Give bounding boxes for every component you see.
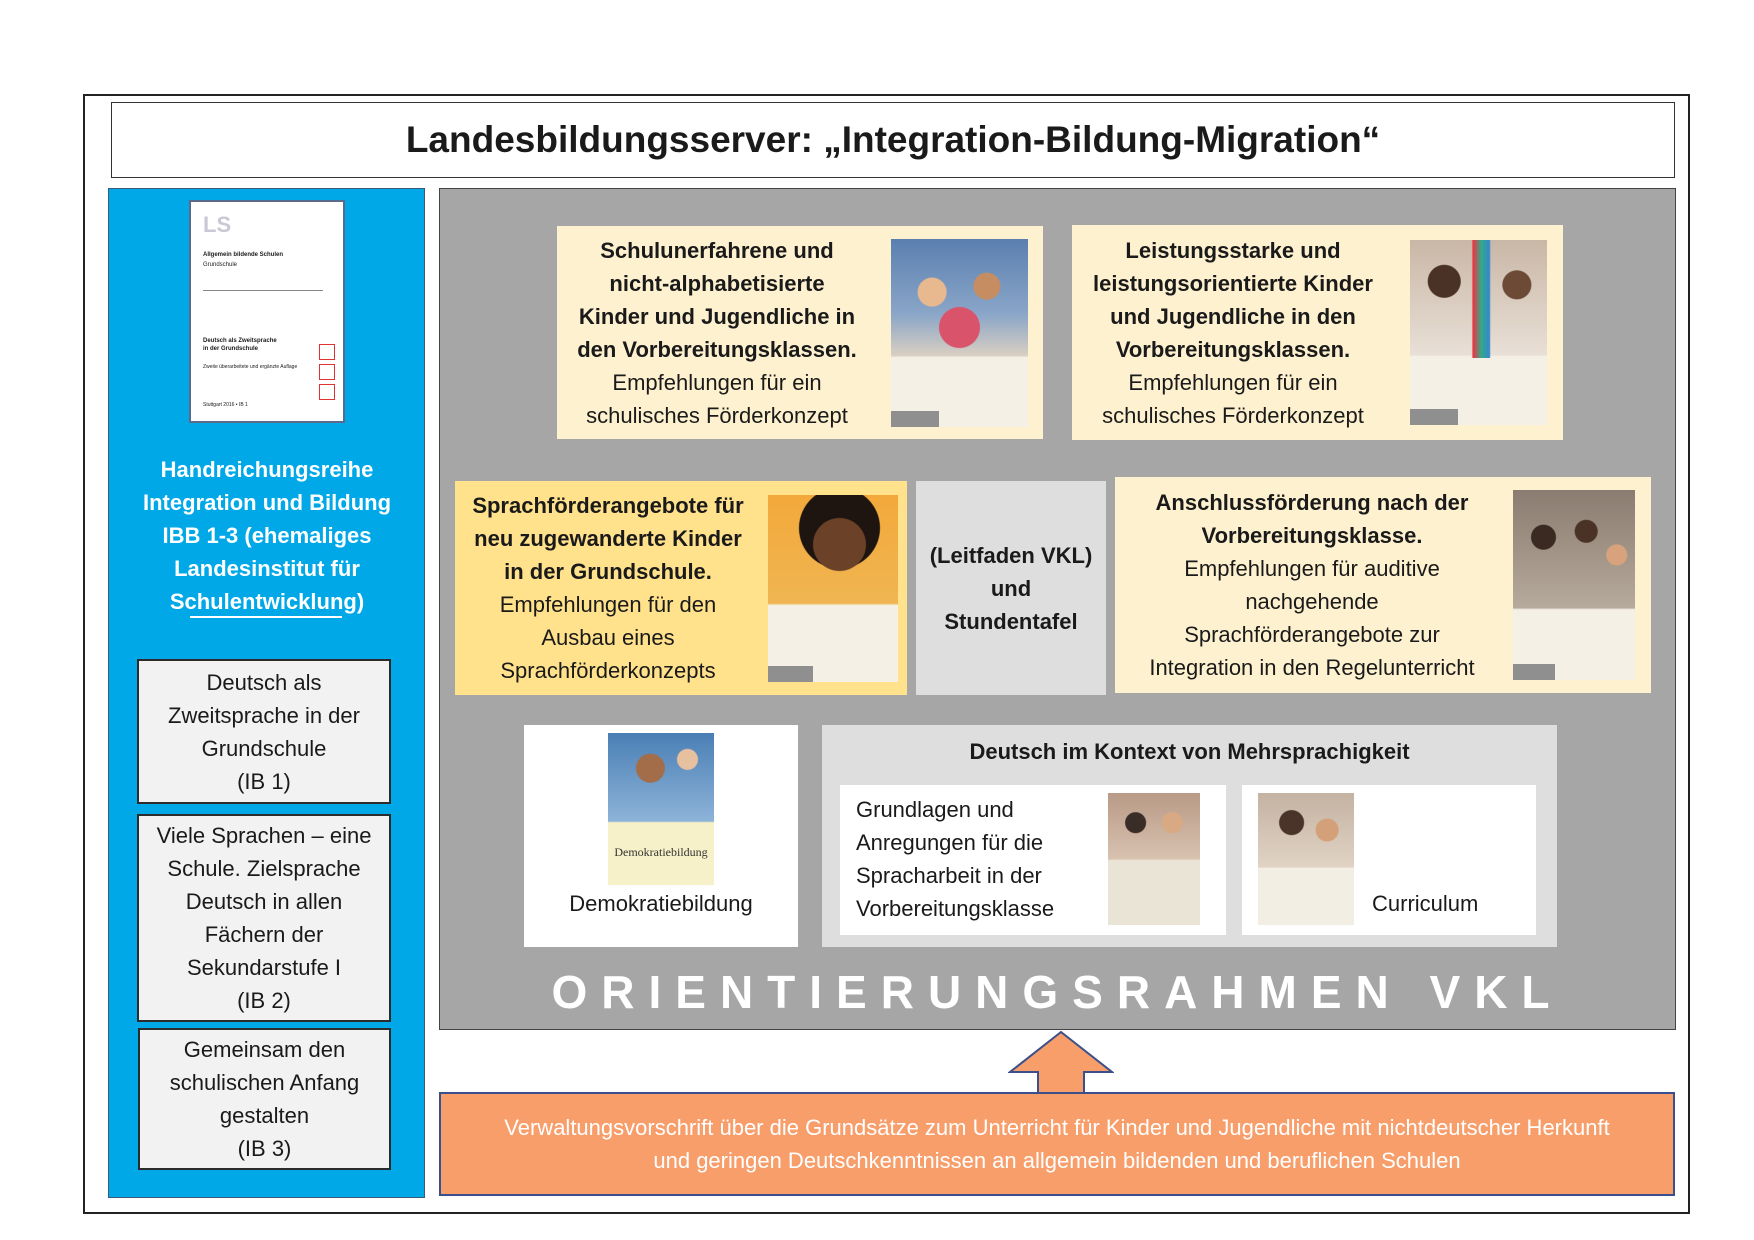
thumb-badge-icon <box>319 344 335 360</box>
child-photo-icon <box>768 495 898 605</box>
students-photo-icon <box>1258 793 1354 867</box>
lizenz-badge-icon <box>768 666 813 682</box>
card-leitfaden-vkl[interactable]: (Leitfaden VKL) und Stundentafel <box>916 481 1106 695</box>
sidebar-item-ib3[interactable]: Gemeinsam den schulischen Anfang gestalten (IB 3) <box>138 1028 391 1170</box>
ls-logo: LS <box>203 212 232 237</box>
thumb-rule <box>203 290 323 291</box>
thumb-title-a: Deutsch als Zweitsprache <box>203 338 277 344</box>
card-grundlagen[interactable]: Grundlagen und Anregungen für die Spracharbeit in der Vorbereitungsklasse <box>840 785 1226 935</box>
thumb-badge-icon <box>319 364 335 380</box>
verwaltungsvorschrift-box[interactable]: Verwaltungsvorschrift über die Grundsätze zum Unterricht für Kinder und Jugendliche mit nichtdeutscher Herkunft und geringen Deutschkenntnissen an allgemein bildenden und beruflichen Schulen <box>439 1092 1675 1196</box>
brochure-cover-image <box>1410 240 1547 425</box>
demokratiebildung-label: Demokratiebildung <box>569 891 753 916</box>
lizenz-badge-icon <box>891 411 939 427</box>
card-schulunerfahrene[interactable]: Schulunerfahrene und nicht-alphabetisierte Kinder und Jugendliche in den Vorbereitungsklassen. Empfehlungen für ein schulisches Förderkonzept <box>557 226 1043 439</box>
sidebar-item-ib2[interactable]: Viele Sprachen – eine Schule. Zielsprache Deutsch in allen Fächern der Sekundarstufe I (IB 2) <box>137 814 391 1022</box>
thumb-badge-icon <box>319 384 335 400</box>
thumb-line1: Allgemein bildende Schulen <box>203 252 284 258</box>
children-photo-icon <box>891 239 1028 357</box>
card-sprachfoerderangebote[interactable]: Sprachförderangebote für neu zugewanderte Kinder in der Grundschule. Empfehlungen für den Ausbau eines Sprachförderkonzepts <box>455 481 907 695</box>
girls-science-photo-icon <box>1410 240 1547 358</box>
sidebar-heading: Handreichungsreihe Integration und Bildung IBB 1-3 (ehemaliges Landesinstitut für Schulentwicklung) <box>125 453 409 618</box>
brochure-cover-image <box>1513 490 1635 680</box>
students-photo-icon <box>608 733 714 821</box>
orientierungsrahmen-label: ORIENTIERUNGSRAHMEN VKL <box>551 966 1564 1018</box>
lizenz-badge-icon <box>1410 409 1458 425</box>
brochure-cover-image <box>768 495 898 682</box>
kontext-heading: Deutsch im Kontext von Mehrsprachigkeit <box>969 739 1410 764</box>
card-curriculum[interactable] <box>1242 785 1536 935</box>
card-demokratiebildung[interactable] <box>524 725 798 947</box>
classroom-photo-icon <box>1513 490 1635 608</box>
thumb-footer: Stuttgart 2016 • IB 1 <box>203 402 248 408</box>
heading-underline <box>190 616 342 618</box>
sidebar-item-ib1[interactable]: Deutsch als Zweitsprache in der Grundschule (IB 1) <box>137 659 391 804</box>
page-title: Landesbildungsserver: „Integration-Bildung-Migration“ <box>111 102 1675 178</box>
handreichung-cover-thumbnail[interactable] <box>189 200 345 423</box>
thumb-line2: Grundschule <box>203 262 238 268</box>
brochure-cover-image <box>1108 793 1200 925</box>
thumb-title-b: in der Grundschule <box>203 346 259 352</box>
curriculum-label: Curriculum <box>1372 891 1479 916</box>
lizenz-badge-icon <box>1513 664 1555 680</box>
brochure-cover-image <box>608 733 714 885</box>
cover-title: Demokratiebildung <box>614 845 708 859</box>
kontext-mehrsprachigkeit-block <box>822 725 1557 947</box>
thumb-subtitle: Zweite überarbeitete und ergänzte Auflage <box>203 364 298 370</box>
brochure-cover-image <box>891 239 1028 427</box>
card-anschlussfoerderung[interactable]: Anschlussförderung nach der Vorbereitungsklasse. Empfehlungen für auditive nachgehende Sprachförderangebote zur Integration in den Regelunterricht <box>1115 477 1651 693</box>
arrow-up-icon <box>1008 1030 1114 1094</box>
classroom-photo-icon <box>1108 793 1200 859</box>
brochure-cover-image <box>1258 793 1354 925</box>
card-leistungsstarke[interactable]: Leistungsstarke und leistungsorientierte Kinder und Jugendliche in den Vorbereitungsklassen. Empfehlungen für ein schulisches Förderkonzept <box>1072 225 1563 440</box>
